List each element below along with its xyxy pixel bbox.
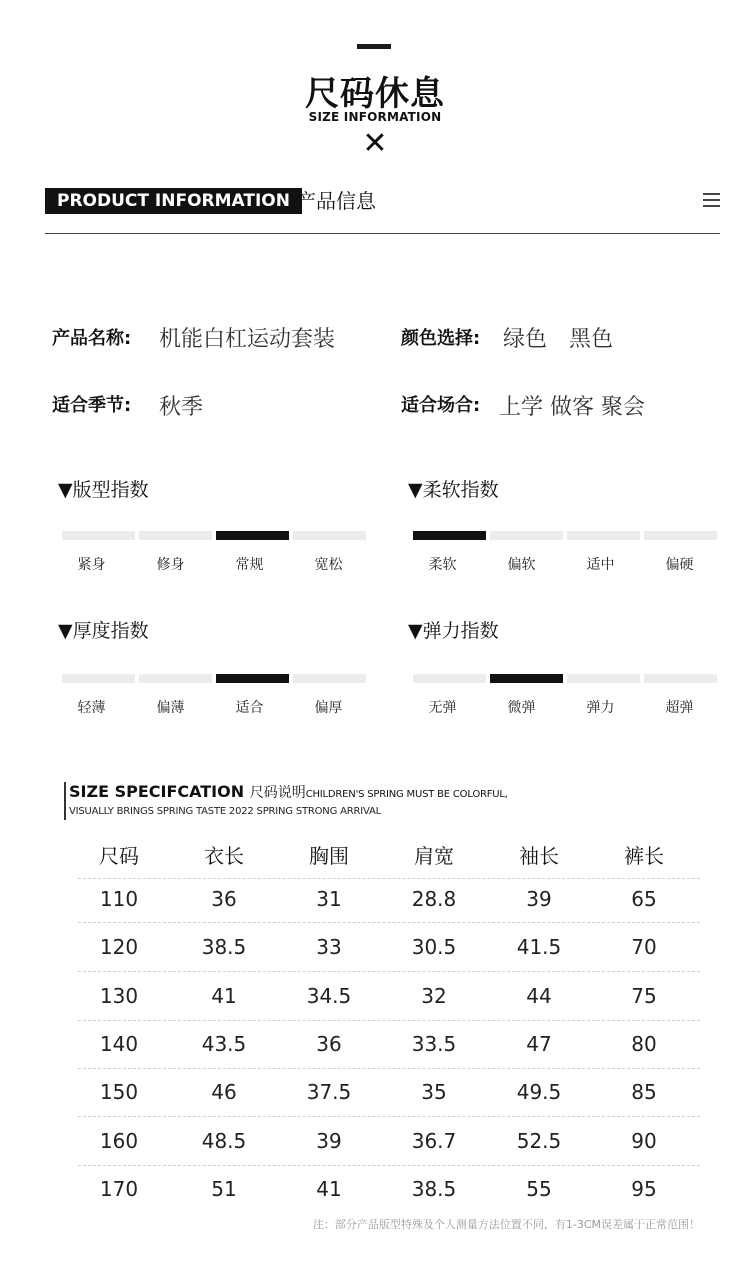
scale-segment	[293, 674, 366, 683]
header-accent-bar	[357, 44, 391, 49]
softness-index-labels	[406, 554, 716, 574]
column-header: 衣长	[204, 844, 244, 868]
elasticity-option: 无弹	[428, 700, 457, 716]
scale-segment	[293, 531, 366, 540]
table-cell: 31	[316, 887, 342, 911]
page-subtitle: SIZE INFORMATION	[308, 110, 442, 124]
close-icon[interactable]: ✕	[362, 126, 388, 161]
occasion-value: 上学 做客 聚会	[499, 395, 645, 420]
row-divider	[78, 971, 700, 972]
measurement-note: 注：部分产品版型特殊及个人测量方法位置不同，有1-3CM误差属于正常范围！	[312, 1218, 700, 1231]
row-divider	[78, 1165, 700, 1166]
table-cell: 85	[631, 1080, 657, 1104]
scale-segment	[139, 674, 212, 683]
spec-tagline-2: VISUALLY BRINGS SPRING TASTE 2022 SPRING STRONG ARRIVAL	[69, 806, 382, 817]
spec-title-en: SIZE SPECIFCATION	[69, 782, 245, 801]
thickness-option: 偏薄	[156, 700, 185, 716]
table-cell: 140	[99, 1032, 139, 1056]
table-row	[67, 1080, 697, 1106]
thickness-option: 轻薄	[77, 700, 106, 716]
table-cell: 32	[421, 984, 447, 1008]
season-label: 适合季节:	[52, 395, 132, 416]
fit-option: 常规	[235, 557, 264, 573]
table-cell: 150	[99, 1080, 139, 1104]
scale-segment	[216, 674, 289, 683]
scale-segment	[62, 674, 135, 683]
table-cell: 52.5	[516, 1129, 562, 1153]
scale-segment	[413, 674, 486, 683]
softness-option: 柔软	[428, 557, 457, 573]
column-header: 裤长	[624, 844, 664, 868]
scale-segment	[490, 531, 563, 540]
page-title: 尺码休息	[305, 74, 445, 114]
table-cell: 41	[211, 984, 237, 1008]
elasticity-option: 超弹	[665, 700, 694, 716]
fit-option: 宽松	[314, 557, 343, 573]
table-cell: 36	[211, 887, 237, 911]
spec-heading	[69, 782, 508, 802]
table-cell: 70	[631, 935, 657, 959]
elasticity-index-title: ▼弹力指数	[408, 620, 499, 642]
table-cell: 110	[99, 887, 139, 911]
scale-segment	[216, 531, 289, 540]
table-cell: 48.5	[201, 1129, 247, 1153]
table-row	[67, 1177, 697, 1203]
table-cell: 41	[316, 1177, 342, 1201]
table-cell: 95	[631, 1177, 657, 1201]
scale-segment	[644, 531, 717, 540]
table-cell: 51	[211, 1177, 237, 1201]
menu-icon[interactable]	[703, 193, 720, 207]
spec-accent-bar	[64, 782, 66, 820]
table-row	[67, 1129, 697, 1155]
table-cell: 36.7	[411, 1129, 457, 1153]
scale-segment	[567, 531, 640, 540]
table-cell: 120	[99, 935, 139, 959]
table-cell: 39	[316, 1129, 342, 1153]
product-info-badge: PRODUCT INFORMATION	[45, 188, 302, 214]
thickness-index-title: ▼厚度指数	[58, 620, 149, 642]
occasion-label: 适合场合:	[401, 395, 481, 416]
column-header: 胸围	[309, 844, 349, 868]
table-cell: 33.5	[411, 1032, 457, 1056]
softness-option: 偏软	[507, 557, 536, 573]
table-row	[67, 935, 697, 961]
table-cell: 34.5	[306, 984, 352, 1008]
table-cell: 170	[99, 1177, 139, 1201]
section-divider	[45, 233, 720, 234]
elasticity-index-scale	[413, 674, 717, 683]
elasticity-option: 弹力	[586, 700, 615, 716]
thickness-option: 偏厚	[314, 700, 343, 716]
table-cell: 80	[631, 1032, 657, 1056]
fit-index-title: ▼版型指数	[58, 479, 149, 501]
softness-option: 适中	[586, 557, 615, 573]
row-divider	[78, 1020, 700, 1021]
elasticity-index-labels	[406, 697, 716, 717]
elasticity-option: 微弹	[507, 700, 536, 716]
table-row	[67, 1032, 697, 1058]
table-cell: 130	[99, 984, 139, 1008]
scale-segment	[644, 674, 717, 683]
softness-index-scale	[413, 531, 717, 540]
table-cell: 30.5	[411, 935, 457, 959]
scale-segment	[490, 674, 563, 683]
softness-index-title: ▼柔软指数	[408, 479, 499, 501]
table-cell: 28.8	[411, 887, 457, 911]
softness-option: 偏硬	[665, 557, 694, 573]
spec-tagline-1: CHILDREN'S SPRING MUST BE COLORFUL,	[305, 789, 508, 800]
season-value: 秋季	[159, 395, 204, 420]
table-cell: 39	[526, 887, 552, 911]
scale-segment	[62, 531, 135, 540]
thickness-index-labels	[55, 697, 365, 717]
fit-option: 修身	[156, 557, 185, 573]
column-header: 袖长	[519, 844, 559, 868]
fit-option: 紧身	[77, 557, 106, 573]
table-cell: 37.5	[306, 1080, 352, 1104]
thickness-option: 适合	[235, 700, 264, 716]
table-cell: 47	[526, 1032, 552, 1056]
table-cell: 41.5	[516, 935, 562, 959]
table-cell: 44	[526, 984, 552, 1008]
row-divider	[78, 878, 700, 879]
table-cell: 36	[316, 1032, 342, 1056]
column-header: 肩宽	[414, 844, 454, 868]
table-cell: 65	[631, 887, 657, 911]
table-cell: 55	[526, 1177, 552, 1201]
row-divider	[78, 1068, 700, 1069]
table-cell: 33	[316, 935, 342, 959]
table-cell: 35	[421, 1080, 447, 1104]
color-label: 颜色选择:	[401, 328, 481, 349]
product-info-cn: 产品信息	[296, 189, 376, 213]
scale-segment	[139, 531, 212, 540]
scale-segment	[413, 531, 486, 540]
row-divider	[78, 1116, 700, 1117]
table-cell: 38.5	[201, 935, 247, 959]
fit-index-scale	[62, 531, 366, 540]
name-label: 产品名称:	[52, 328, 132, 349]
table-cell: 49.5	[516, 1080, 562, 1104]
row-divider	[78, 922, 700, 923]
table-cell: 90	[631, 1129, 657, 1153]
table-cell: 38.5	[411, 1177, 457, 1201]
spec-title-cn: 尺码说明	[249, 785, 306, 801]
table-cell: 46	[211, 1080, 237, 1104]
table-cell: 43.5	[201, 1032, 247, 1056]
thickness-index-scale	[62, 674, 366, 683]
name-value: 机能白杠运动套装	[159, 327, 336, 352]
fit-index-labels	[55, 554, 365, 574]
size-table-header	[67, 840, 697, 866]
table-row	[67, 984, 697, 1010]
scale-segment	[567, 674, 640, 683]
table-cell: 75	[631, 984, 657, 1008]
color-value: 绿色 黑色	[503, 327, 614, 352]
table-cell: 160	[99, 1129, 139, 1153]
column-header: 尺码	[99, 844, 139, 868]
table-row	[67, 887, 697, 913]
